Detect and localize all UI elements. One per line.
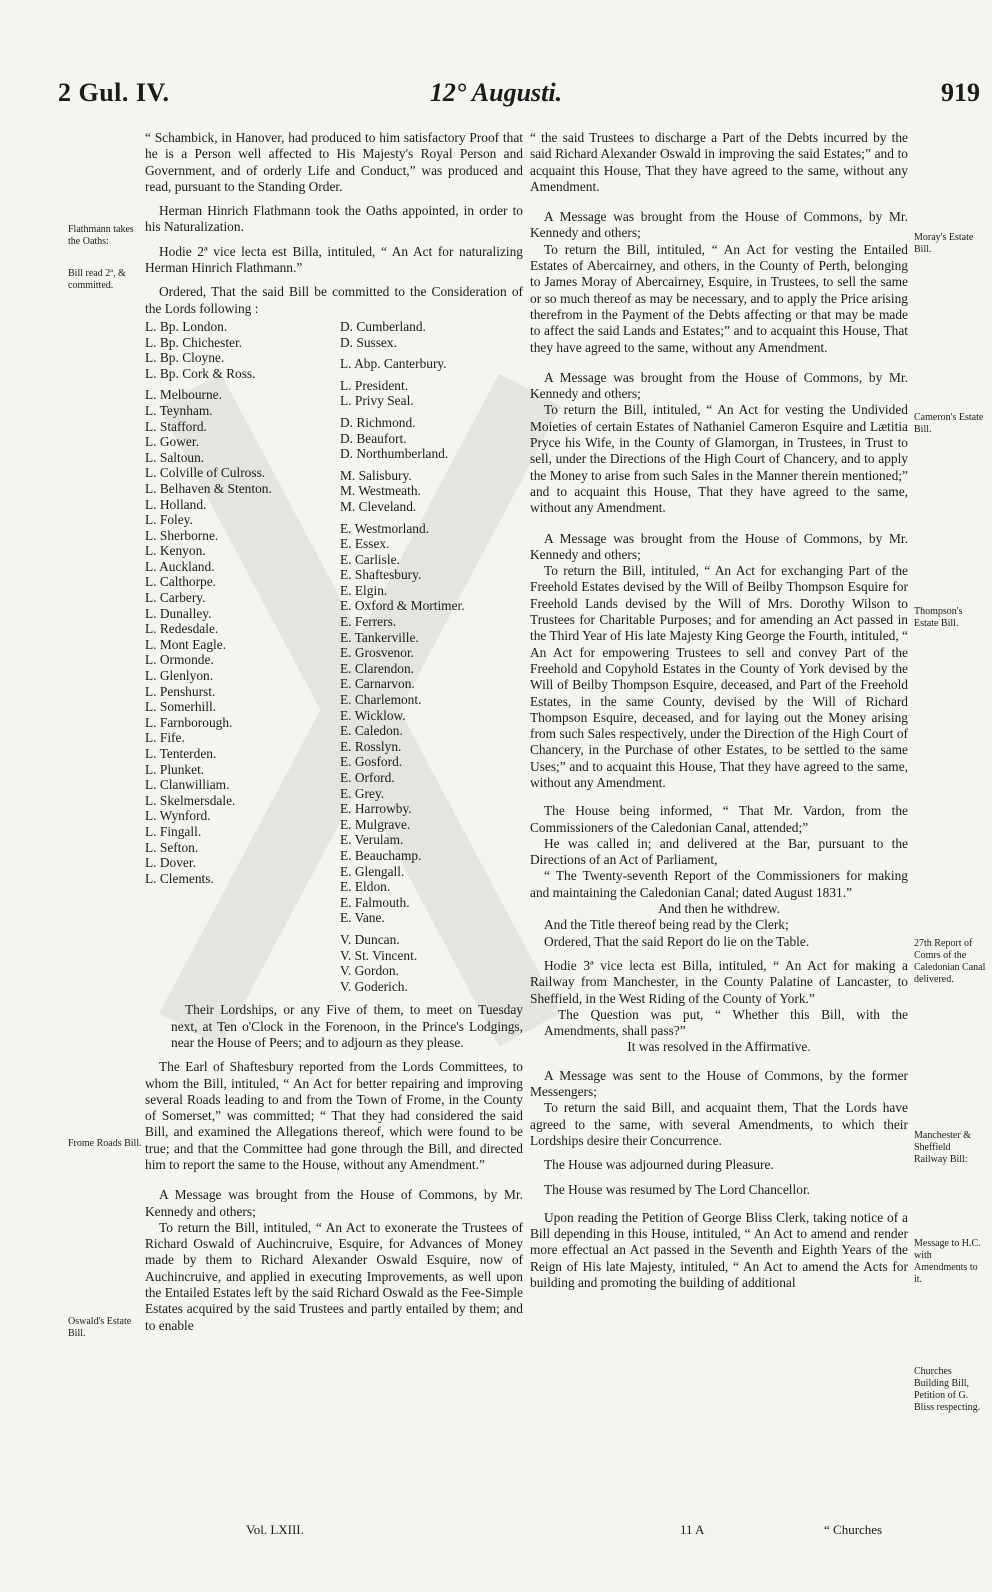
committee-member: L. Foley. bbox=[145, 512, 193, 528]
regnal-year: 2 Gul. IV. bbox=[58, 78, 170, 107]
committee-member: L. Bp. Cork & Ross. bbox=[145, 365, 256, 381]
paragraph: Upon reading the Petition of George Bliss Clerk, taking notice of a Bill depending in this House, intituled, “ An Act to amend and render more effectual an Act passed in the Seventh and Eighth Years of the Reign of His late Majesty, intituled, “ An Act to amend the Acts for building and promoting the building of additional bbox=[530, 1209, 908, 1290]
margin-note-thompson: Thompson's Estate Bill. bbox=[914, 606, 963, 629]
paragraph: The House was adjourned during Pleasure. bbox=[544, 1157, 774, 1173]
committee-member: L. Clements. bbox=[145, 870, 214, 886]
signature-mark: 11 A bbox=[680, 1522, 705, 1537]
paragraph: And then he withdrew. bbox=[658, 901, 780, 917]
paragraph: Herman Hinrich Flathmann took the Oaths appointed, in order to his Naturalization. bbox=[145, 203, 523, 235]
committee-member: L. Kenyon. bbox=[145, 543, 206, 559]
paragraph: A Message was brought from the House of Commons, by Mr. Kennedy and others; bbox=[530, 530, 908, 562]
committee-member: D. Richmond. bbox=[340, 414, 416, 430]
committee-member: L. Holland. bbox=[145, 496, 207, 512]
committee-member: L. Plunket. bbox=[145, 761, 205, 777]
committee-member: E. Rosslyn. bbox=[340, 738, 402, 754]
committee-member: E. Essex. bbox=[340, 536, 390, 552]
margin-note-moray: Moray's Estate Bill. bbox=[914, 232, 974, 255]
committee-member: E. Verulam. bbox=[340, 832, 404, 848]
catchword: “ Churches bbox=[824, 1522, 883, 1537]
committee-list bbox=[145, 319, 523, 994]
committee-member: L. Sefton. bbox=[145, 839, 199, 855]
committee-member: L. Belhaven & Stenton. bbox=[145, 480, 272, 496]
committee-member: L. Fife. bbox=[145, 730, 185, 746]
committee-member: L. Tenterden. bbox=[145, 746, 217, 761]
committee-member: L. Wynford. bbox=[145, 808, 211, 824]
committee-member: E. Beauchamp. bbox=[340, 847, 422, 863]
committee-member: V. Duncan. bbox=[340, 931, 400, 947]
paragraph: “ the said Trustees to discharge a Part of the Debts incurred by the said Richard Alexander Oswald in improving the said Estates;” and to acquaint this House, That they have agreed to the same, without any Amendment. bbox=[530, 130, 908, 194]
page-header bbox=[0, 78, 992, 118]
committee-member: L. Carbery. bbox=[145, 590, 206, 606]
paragraph: To return the Bill, intituled, “ An Act for exchanging Part of the Freehold Estates devised by the Will of Beilby Thompson Esquire for Freehold Lands devised by the Will of Mrs. Dorothy Wilson to Trustees for Charitable Purposes; and for amending an Act passed in the Third Year of His late Majesty King George the Fourth, intituled, “ An Act for empowering Trustees to sell and convey Part of the Freehold and Copyhold Estates in the County of York devised by the Will of Beilby Thompson Esquire, deceased, and Part of the Freehold Estates, in the same County, devised by the Will of Richard Thompson Esquire, deceased, and for laying out the Money arising from such Sales respectively, under the Direction of the High Court of Chancery, in the Purchase of other Estates, to be settled to the same Uses;” and to acquaint this House, That they have agreed to the same, without any Amendment. bbox=[530, 563, 908, 790]
committee-member: E. Charlemont. bbox=[340, 692, 422, 708]
committee-member: L. Clanwilliam. bbox=[145, 777, 230, 793]
committee-member: M. Cleveland. bbox=[340, 498, 417, 514]
committee-member: M. Salisbury. bbox=[340, 467, 412, 483]
committee-member: L. Gower. bbox=[145, 434, 199, 450]
committee-list-left bbox=[145, 319, 340, 994]
committee-member: D. Beaufort. bbox=[340, 430, 407, 446]
date-heading: 12° Augusti. bbox=[429, 78, 563, 107]
paragraph: He was called in; and delivered at the Bar, pursuant to the Directions of an Act of Parliament, bbox=[530, 835, 908, 868]
committee-member: E. Tankerville. bbox=[340, 629, 419, 645]
committee-member: L. Ormonde. bbox=[145, 652, 214, 668]
committee-member: L. Auckland. bbox=[145, 558, 215, 574]
page-number: 919 bbox=[941, 78, 980, 107]
committee-member: E. Elgin. bbox=[340, 582, 388, 598]
committee-member: E. Vane. bbox=[340, 910, 385, 926]
paragraph: The House was resumed by The Lord Chancellor. bbox=[544, 1181, 811, 1197]
paragraph: A Message was brought from the House of Commons, by Mr. Kennedy and others; bbox=[530, 209, 908, 241]
margin-note-flathmann: Flathmann takes the Oaths: bbox=[68, 224, 134, 247]
committee-member: E. Falmouth. bbox=[340, 894, 410, 910]
paragraph: The Earl of Shaftesbury reported from the Lords Committees, to whom the Bill, intituled, “ An Act for better repairing and improving several Roads leading to and from the Town of Frome, in the County of Somerset,” was committed; “ That they had considered the said Bill, and examined the Allegations thereof, which were found to be true; and that the Committee had gone through the Bill, and directed him to report the same to the House, without any Amendment.” bbox=[145, 1059, 523, 1172]
paragraph: “ The Twenty-seventh Report of the Commissioners for making and maintaining the Caledonian Canal; dated August 1831.” bbox=[530, 868, 908, 900]
committee-member: M. Westmeath. bbox=[340, 483, 421, 499]
paragraph: To return the Bill, intituled, “ An Act for vesting the Undivided Moieties of certain Estates of Nathaniel Cameron Esquire and Lætitia Pryce his Wife, in the County of Glamorgan, in Trustees, in Trust to sell, under the Directions of the High Court of Chancery, and to apply the Money to arise from such Sales in the Manner therein mentioned;” and to acquaint this House, That they have agreed to the same, without any Amendment. bbox=[530, 402, 908, 516]
paragraph: A Message was sent to the House of Commons, by the former Messengers; bbox=[530, 1067, 908, 1100]
committee-member: E. Gosford. bbox=[340, 754, 403, 770]
committee-member: E. Harrowby. bbox=[340, 801, 412, 817]
committee-member: L. Abp. Canterbury. bbox=[340, 356, 447, 372]
committee-member: L. Redesdale. bbox=[145, 621, 219, 637]
paragraph: And the Title thereof being read by the Clerk; bbox=[544, 917, 789, 933]
right-column bbox=[530, 130, 908, 1299]
committee-member: V. Gordon. bbox=[340, 963, 399, 979]
committee-member: E. Caledon. bbox=[340, 723, 403, 739]
committee-member: L. Stafford. bbox=[145, 418, 207, 434]
committee-member: E. Shaftesbury. bbox=[340, 567, 422, 583]
committee-member: L. President. bbox=[340, 377, 409, 393]
committee-member: L. Farnborough. bbox=[145, 714, 233, 730]
committee-member: E. Grey. bbox=[340, 785, 385, 801]
committee-member: E. Glengall. bbox=[340, 863, 405, 879]
margin-note-churches: Churches Building Bill, Petition of G. Bliss respecting. bbox=[914, 1366, 981, 1413]
paragraph: It was resolved in the Affirmative. bbox=[627, 1039, 811, 1055]
committee-member: L. Dunalley. bbox=[145, 605, 212, 621]
committee-member: E. Ferrers. bbox=[340, 614, 397, 630]
committee-member: L. Mont Eagle. bbox=[145, 636, 227, 652]
margin-note-cameron: Cameron's Estate Bill. bbox=[914, 412, 984, 435]
committee-member: L. Privy Seal. bbox=[340, 393, 414, 409]
margin-note-bill-read: Bill read 2ª, & committed. bbox=[68, 268, 126, 291]
margin-note-message: Message to H.C. with Amendments to it. bbox=[914, 1238, 981, 1285]
committee-member: L. Glenlyon. bbox=[145, 668, 214, 684]
committee-member: L. Bp. Chichester. bbox=[145, 334, 243, 350]
paragraph: To return the Bill, intituled, “ An Act to exonerate the Trustees of Richard Oswald of Auchincruive, Esquire, for Advances of Money made by them to Richard Alexander Oswald Esquire, now of Auchincruive, and applied in executing Improvements, as well upon the Entailed Estates left by the said Richard Oswald as the Fee-Simple Estates acquired by the said Trustees and partly entailed by them; and to enable bbox=[145, 1219, 523, 1333]
committee-member: L. Saltoun. bbox=[145, 449, 205, 465]
paragraph: A Message was brought from the House of Commons, by Mr. Kennedy and others; bbox=[530, 369, 908, 402]
margin-note-canal: 27th Report of Comrs of the Caledonian Canal delivered. bbox=[914, 938, 986, 985]
committee-member: D. Northumberland. bbox=[340, 446, 449, 462]
committee-member: L. Melbourne. bbox=[145, 387, 222, 403]
committee-member: E. Wicklow. bbox=[340, 707, 406, 723]
committee-member: L. Sherborne. bbox=[145, 527, 219, 543]
committee-member: E. Orford. bbox=[340, 770, 395, 785]
committee-member: D. Cumberland. bbox=[340, 318, 426, 334]
paragraph: Hodie 2ª vice lecta est Billa, intituled, “ An Act for naturalizing Herman Hinrich Flathmann.” bbox=[145, 243, 523, 276]
paragraph: Hodie 3ª vice lecta est Billa, intituled, “ An Act for making a Railway from Manchester, in the County Palatine of Lancaster, to Sheffield, in the West Riding of the County of York.” bbox=[530, 957, 908, 1006]
paragraph: The Question was put, “ Whether this Bill, with the Amendments, shall pass?” bbox=[544, 1006, 908, 1039]
paragraph: To return the said Bill, and acquaint them, That the Lords have agreed to the same, with several Amendments, to which their Lordships desire their Concurrence. bbox=[530, 1100, 908, 1148]
committee-member: E. Carlisle. bbox=[340, 551, 400, 567]
committee-member: E. Clarendon. bbox=[340, 660, 415, 676]
committee-member: V. Goderich. bbox=[340, 978, 408, 994]
committee-member: D. Sussex. bbox=[340, 334, 397, 350]
margin-note-frome: Frome Roads Bill. bbox=[68, 1138, 142, 1149]
committee-member: L. Teynham. bbox=[145, 402, 213, 418]
committee-member: L. Fingall. bbox=[145, 823, 202, 839]
paragraph: The House being informed, “ That Mr. Vardon, from the Commissioners of the Caledonian Canal, attended;” bbox=[530, 803, 908, 835]
committee-member: L. Colville of Culross. bbox=[145, 465, 266, 481]
paragraph: “ Schambick, in Hanover, had produced to him satisfactory Proof that he is a Person well affected to His Majesty's Royal Person and Government, and of orderly Life and Conduct,” was produced and read, pursuant to the Standing Order. bbox=[145, 130, 523, 194]
committee-member: E. Carnarvon. bbox=[340, 676, 415, 692]
committee-member: L. Skelmersdale. bbox=[145, 792, 236, 808]
committee-member: L. Calthorpe. bbox=[145, 574, 217, 590]
left-column bbox=[145, 130, 523, 1342]
committee-member: L. Somerhill. bbox=[145, 699, 217, 715]
committee-member: E. Westmorland. bbox=[340, 520, 430, 536]
paragraph: Ordered, That the said Report do lie on the Table. bbox=[544, 933, 810, 949]
margin-note-oswald: Oswald's Estate Bill. bbox=[68, 1316, 132, 1339]
committee-member: L. Bp. London. bbox=[145, 318, 228, 334]
paragraph: A Message was brought from the House of Commons, by Mr. Kennedy and others; bbox=[145, 1187, 523, 1219]
paragraph: To return the Bill, intituled, “ An Act for vesting the Entailed Estates of Abercairney, and others, in the County of Perth, belonging to James Moray of Abercairney, Esquire, in Trustees, to sell the same or so much thereof as may be necessary, and to apply the Price arising therefrom in the Payment of the Debts affecting or that may be made to affect the said Lands and Estates;” and to acquaint this House, That they have agreed to the same, without any Amendment. bbox=[530, 241, 908, 355]
committee-member: L. Dover. bbox=[145, 855, 196, 871]
committee-member: E. Grosvenor. bbox=[340, 645, 415, 661]
committee-member: E. Oxford & Mortimer. bbox=[340, 598, 465, 614]
volume-number: Vol. LXIII. bbox=[246, 1522, 304, 1537]
committee-list-right bbox=[340, 319, 523, 994]
committee-member: E. Eldon. bbox=[340, 879, 391, 895]
committee-member: V. St. Vincent. bbox=[340, 947, 418, 963]
margin-note-railway: Manchester & Sheffield Railway Bill: bbox=[914, 1130, 971, 1165]
committee-member: E. Mulgrave. bbox=[340, 816, 411, 832]
committee-member: L. Penshurst. bbox=[145, 683, 216, 699]
committee-member: L. Bp. Cloyne. bbox=[145, 350, 225, 366]
paragraph: Ordered, That the said Bill be committed to the Consideration of the Lords following : bbox=[145, 284, 523, 316]
paragraph: Their Lordships, or any Five of them, to meet on Tuesday next, at Ten o'Clock in the Forenoon, in the Prince's Lodgings, near the House of Peers; and to adjourn as they please. bbox=[171, 1002, 523, 1050]
